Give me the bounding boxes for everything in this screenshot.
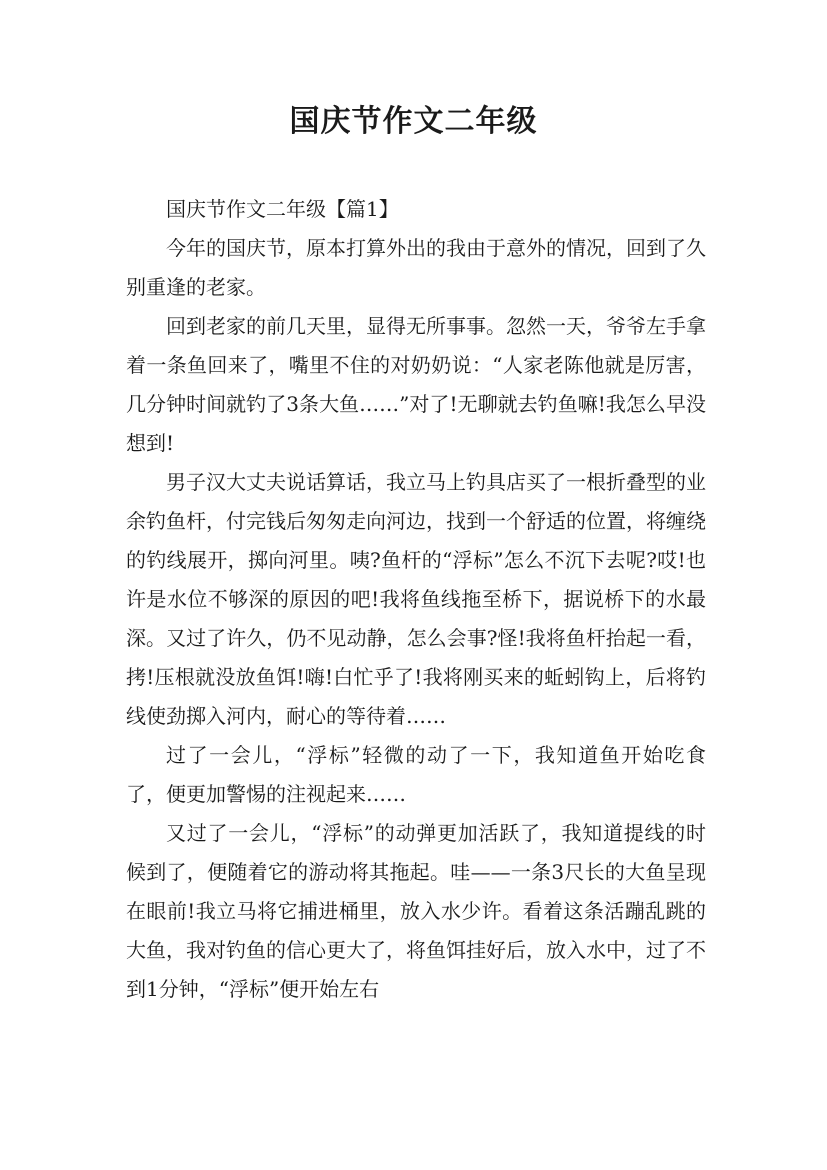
paragraph: 男子汉大丈夫说话算话，我立马上钓具店买了一根折叠型的业余钓鱼杆，付完钱后匆匆走向河边，找到一个舒适的位置，将缠绕的钓线展开，掷向河里。咦?鱼杆的“浮标”怎么不沉下去呢?哎!也许是水位不够深的原因的吧!我将鱼线拖至桥下，据说桥下的水最深。又过了许久，仍不见动静，怎么会事?怪!我将鱼杆抬起一看，拷!压根就没放鱼饵!嗨!白忙乎了!我将刚买来的蚯蚓钩上，后将钓线使劲掷入河内，耐心的等待着…… [126, 470, 706, 728]
document-title: 国庆节作文二年级 [289, 104, 538, 139]
paragraph: 过了一会儿，“浮标”轻微的动了一下，我知道鱼开始吃食了，便更加警惕的注视起来…… [126, 743, 706, 806]
paragraph: 今年的国庆节，原本打算外出的我由于意外的情况，回到了久别重逢的老家。 [126, 236, 706, 299]
section-heading: 国庆节作文二年级【篇1】 [166, 197, 399, 221]
document-body [126, 190, 706, 1009]
paragraph: 回到老家的前几天里，显得无所事事。忽然一天，爷爷左手拿着一条鱼回来了，嘴里不住的对奶奶说：“人家老陈他就是厉害，几分钟时间就钓了3条大鱼……”对了!无聊就去钓鱼嘛!我怎么早没想到! [126, 314, 706, 455]
paragraph: 又过了一会儿，“浮标”的动弹更加活跃了，我知道提线的时候到了，便随着它的游动将其拖起。哇——一条3尺长的大鱼呈现在眼前!我立马将它捕进桶里，放入水少许。看着这条活蹦乱跳的大鱼，我对钓鱼的信心更大了，将鱼饵挂好后，放入水中，过了不到1分钟，“浮标”便开始左右 [126, 821, 706, 1001]
